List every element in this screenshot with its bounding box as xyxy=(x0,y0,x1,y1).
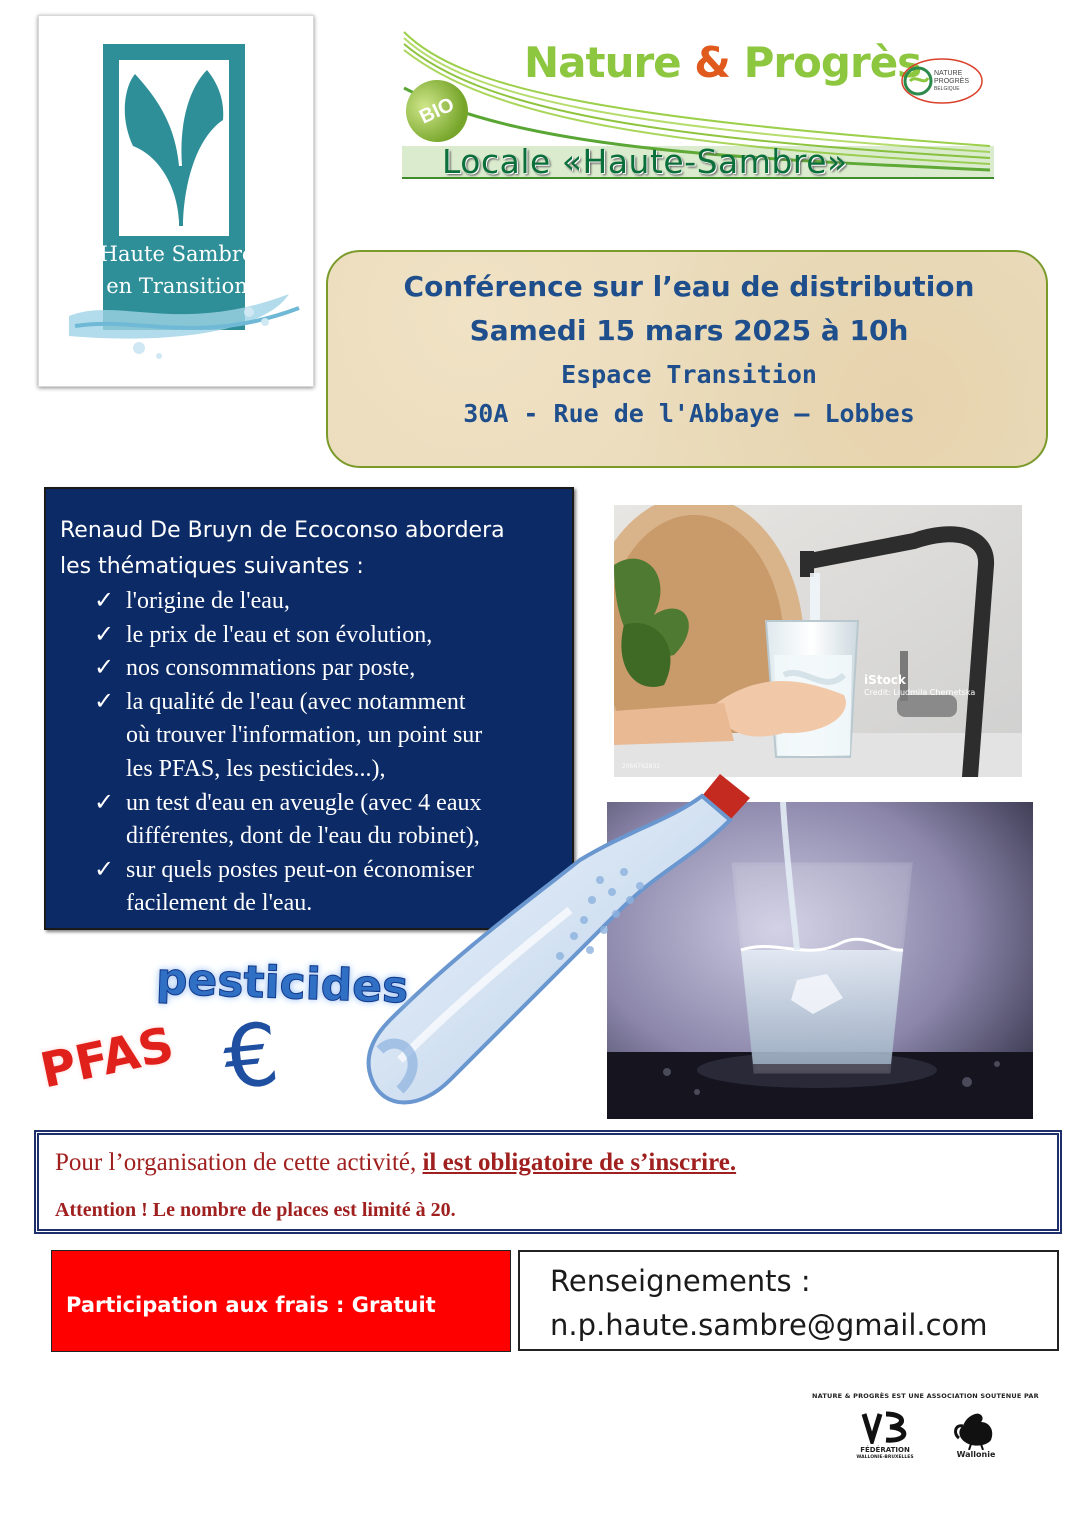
nature-progres-banner xyxy=(400,28,1000,188)
logo-haute-sambre-en-transition xyxy=(38,15,314,387)
topic-item xyxy=(90,619,570,653)
euro-icon: € xyxy=(218,1004,284,1110)
np-logo-text-2: PROGRÈS xyxy=(934,78,970,85)
istock-image-id: 2066762832 xyxy=(622,763,661,770)
topics-intro xyxy=(60,513,560,585)
leaf-logo-graphic xyxy=(39,16,315,388)
rooster-icon xyxy=(945,1410,1007,1450)
topic-line: nos consommations par poste, xyxy=(126,655,416,682)
wallonie-label: Wallonie xyxy=(956,1450,996,1459)
registration-prefix: Pour l’organisation de cette activité, xyxy=(55,1149,423,1176)
topic-line: sur quels postes peut-on économiser xyxy=(126,856,474,883)
fwb-label-2: WALLONIE-BRUXELLES xyxy=(856,1455,914,1460)
event-venue: Espace Transition xyxy=(561,360,817,389)
event-date: Samedi 15 mars 2025 à 10h xyxy=(469,314,909,347)
pfas-word: PFAS xyxy=(35,1016,179,1100)
bio-badge: BIO xyxy=(396,70,478,152)
federation-wallonie-bruxelles-logo xyxy=(850,1410,920,1462)
tap-water-photo xyxy=(614,505,1022,777)
topic-line: le prix de l'eau et son évolution, xyxy=(126,621,433,648)
istock-watermark: iStock xyxy=(864,673,906,687)
checkmark-icon: ✓ xyxy=(94,588,115,614)
brand-title xyxy=(524,38,921,87)
water-bottle-icon xyxy=(360,760,780,1130)
fwb-label-1: FÉDÉRATION xyxy=(860,1446,910,1454)
logo-line-1: Haute Sambre xyxy=(99,242,255,266)
registration-required: il est obligatoire de s’inscrire. xyxy=(422,1149,737,1176)
event-info-box xyxy=(326,250,1048,468)
event-address: 30A - Rue de l'Abbaye – Lobbes xyxy=(463,399,915,428)
locale-name: Locale «Haute-Sambre» xyxy=(442,142,848,181)
topic-line: la qualité de l'eau (avec notamment xyxy=(126,688,466,715)
topic-line: un test d'eau en aveugle (avec 4 eaux xyxy=(126,789,482,816)
fees-box xyxy=(51,1250,511,1352)
brand-title-amp: & xyxy=(694,38,730,87)
topic-line: facilement de l'eau. xyxy=(126,890,313,917)
brand-title-part2: Progrès xyxy=(743,38,922,87)
tap-photo-illustration xyxy=(614,505,1022,777)
contact-box xyxy=(518,1250,1059,1351)
pesticides-word: pesticides xyxy=(155,953,410,1014)
checkmark-icon: ✓ xyxy=(94,789,115,816)
registration-line-1 xyxy=(55,1149,736,1177)
support-statement: NATURE & PROGRÈS EST UNE ASSOCIATION SOUTENUE PAR xyxy=(812,1392,1039,1400)
np-logo-text-1: NATURE xyxy=(934,70,963,77)
contact-label: Renseignements : xyxy=(550,1264,811,1298)
checkmark-icon: ✓ xyxy=(94,655,115,682)
checkmark-icon: ✓ xyxy=(94,856,115,883)
brand-title-part1: Nature xyxy=(524,38,681,87)
topic-line: où trouver l'information, un point sur xyxy=(126,722,483,749)
topics-intro-line-1: Renaud De Bruyn de Ecoconso abordera xyxy=(60,518,505,543)
event-title: Conférence sur l’eau de distribution xyxy=(403,270,975,303)
logo-line-2: en Transition xyxy=(106,274,248,298)
topic-line: les PFAS, les pesticides...), xyxy=(126,755,386,782)
topics-intro-line-2: les thématiques suivantes : xyxy=(60,554,364,579)
fees-text: Participation aux frais : Gratuit xyxy=(66,1293,436,1317)
contact-email[interactable]: n.p.haute.sambre@gmail.com xyxy=(550,1308,988,1342)
np-logo-text-3: BELGIQUE xyxy=(934,86,960,92)
topic-item xyxy=(90,585,570,619)
topic-line: l'origine de l'eau, xyxy=(126,588,290,614)
topic-line: différentes, dont de l'eau du robinet), xyxy=(126,823,480,850)
wallonie-logo xyxy=(945,1410,1007,1462)
istock-credit: Credit: Liudmila Chernetska xyxy=(864,688,976,697)
checkmark-icon: ✓ xyxy=(94,688,115,715)
fwb-emblem-icon xyxy=(850,1410,920,1444)
topic-item xyxy=(90,652,570,686)
checkmark-icon: ✓ xyxy=(94,621,115,648)
registration-notice xyxy=(34,1130,1062,1234)
nature-progres-belgique-logo xyxy=(898,56,984,106)
registration-limit: Attention ! Le nombre de places est limité à 20. xyxy=(55,1199,456,1221)
